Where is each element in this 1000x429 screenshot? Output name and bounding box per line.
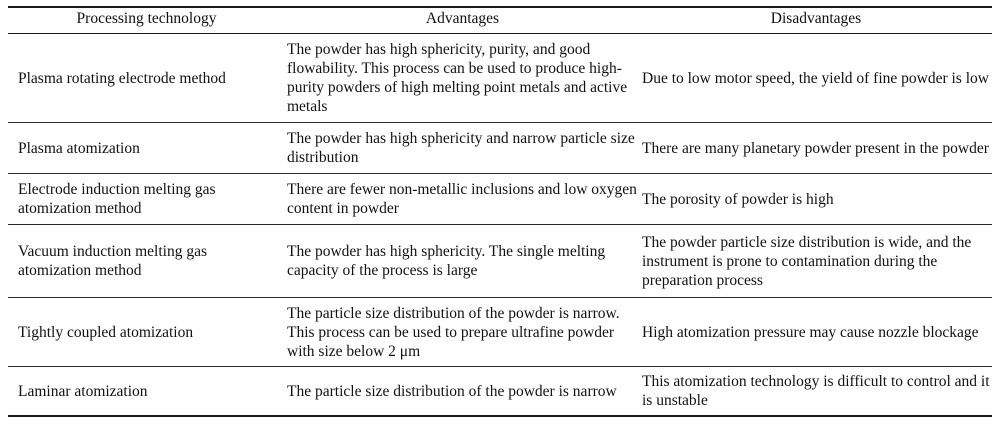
table-row bbox=[8, 123, 992, 174]
technology-cell: Laminar atomization bbox=[8, 367, 285, 417]
advantages-cell: The powder has high sphericity, purity, and good flowability. This process can be used to produce high-purity powders of high melting point metals and active metals bbox=[285, 34, 640, 123]
table-header bbox=[8, 7, 992, 34]
technology-cell: Plasma rotating electrode method bbox=[8, 34, 285, 123]
technology-cell: Plasma atomization bbox=[8, 123, 285, 174]
table-row bbox=[8, 298, 992, 367]
disadvantages-cell: Due to low motor speed, the yield of fine powder is low bbox=[640, 34, 992, 123]
table-row bbox=[8, 174, 992, 225]
technology-cell: Tightly coupled atomization bbox=[8, 298, 285, 367]
disadvantages-cell: The porosity of powder is high bbox=[640, 174, 992, 225]
technology-cell: Electrode induction melting gas atomization method bbox=[8, 174, 285, 225]
disadvantages-cell: High atomization pressure may cause nozzle blockage bbox=[640, 298, 992, 367]
table-row bbox=[8, 34, 992, 123]
advantages-cell: The particle size distribution of the powder is narrow bbox=[285, 367, 640, 417]
advantages-cell: There are fewer non-metallic inclusions and low oxygen content in powder bbox=[285, 174, 640, 225]
table-row bbox=[8, 367, 992, 417]
advantages-cell: The powder has high sphericity and narrow particle size distribution bbox=[285, 123, 640, 174]
header-advantages: Advantages bbox=[285, 7, 640, 34]
header-disadvantages: Disadvantages bbox=[640, 7, 992, 34]
disadvantages-cell: The powder particle size distribution is wide, and the instrument is prone to contamination during the preparation process bbox=[640, 225, 992, 298]
advantages-cell: The powder has high sphericity. The single melting capacity of the process is large bbox=[285, 225, 640, 298]
technology-cell: Vacuum induction melting gas atomization method bbox=[8, 225, 285, 298]
advantages-cell: The particle size distribution of the powder is narrow. This process can be used to prepare ultrafine powder with size below 2 μm bbox=[285, 298, 640, 367]
table-body bbox=[8, 34, 992, 417]
table-row bbox=[8, 225, 992, 298]
header-processing-technology: Processing technology bbox=[8, 7, 285, 34]
header-row bbox=[8, 7, 992, 34]
comparison-table bbox=[8, 6, 992, 417]
disadvantages-cell: There are many planetary powder present in the powder bbox=[640, 123, 992, 174]
disadvantages-cell: This atomization technology is difficult to control and it is unstable bbox=[640, 367, 992, 417]
